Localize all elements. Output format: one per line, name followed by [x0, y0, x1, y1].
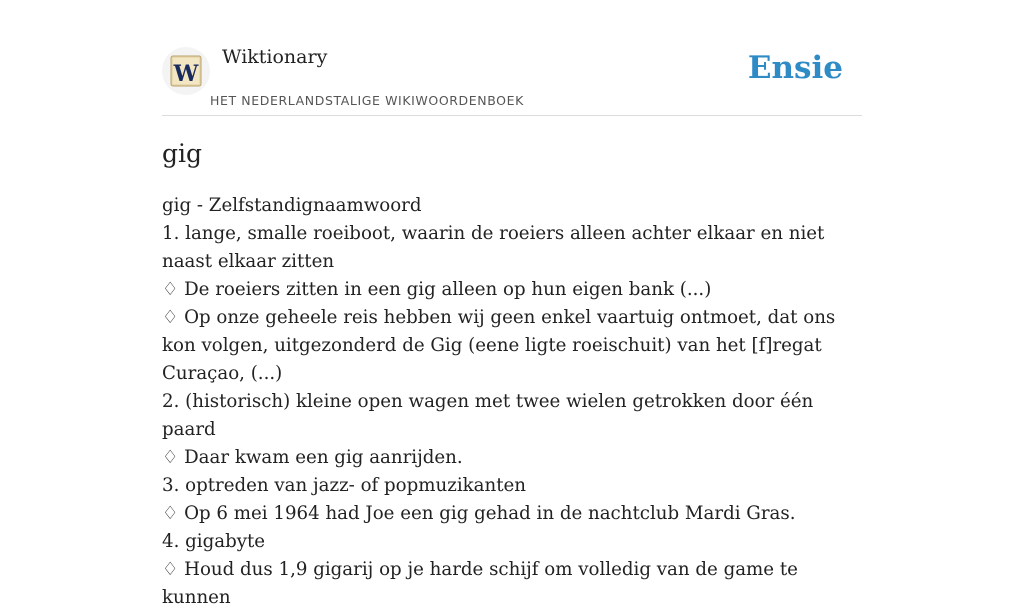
- logo-letter: W: [173, 61, 199, 87]
- wiktionary-logo-icon[interactable]: [162, 47, 210, 95]
- entry-line: 2. (historisch) kleine open wagen met twee wielen getrokken door één paard: [162, 391, 814, 440]
- entry-line: ♢ Op onze geheele reis hebben wij geen enkel vaartuig ontmoet, dat ons kon volgen, uitgezonderd de Gig (eene ligte roeischuit) van het [f]regat Curaçao, (...): [162, 307, 836, 384]
- entry-line: 4. gigabyte: [162, 531, 266, 552]
- entry-content: [162, 192, 862, 612]
- site-header: [162, 0, 862, 116]
- entry-line: 3. optreden van jazz- of popmuzikanten: [162, 475, 526, 496]
- brand-logo-link[interactable]: Ensie: [747, 50, 843, 86]
- page-title: gig: [162, 139, 203, 168]
- site-tagline: HET NEDERLANDSTALIGE WIKIWOORDENBOEK: [210, 93, 524, 108]
- page: [162, 0, 862, 608]
- site-name[interactable]: Wiktionary: [222, 46, 328, 68]
- entry-line: ♢ Daar kwam een gig aanrijden.: [162, 447, 463, 468]
- entry-line: gig - Zelfstandignaamwoord: [162, 195, 422, 216]
- entry-line: 1. lange, smalle roeiboot, waarin de roeiers alleen achter elkaar en niet naast elkaar zitten: [162, 223, 825, 272]
- entry-line: ♢ Op 6 mei 1964 had Joe een gig gehad in de nachtclub Mardi Gras.: [162, 503, 796, 524]
- entry-line: ♢ Houd dus 1,9 gigarij op je harde schijf om volledig van de game te kunnen: [162, 559, 798, 608]
- entry-line: ♢ De roeiers zitten in een gig alleen op hun eigen bank (...): [162, 279, 712, 300]
- logo-tile-graphic: [167, 52, 205, 90]
